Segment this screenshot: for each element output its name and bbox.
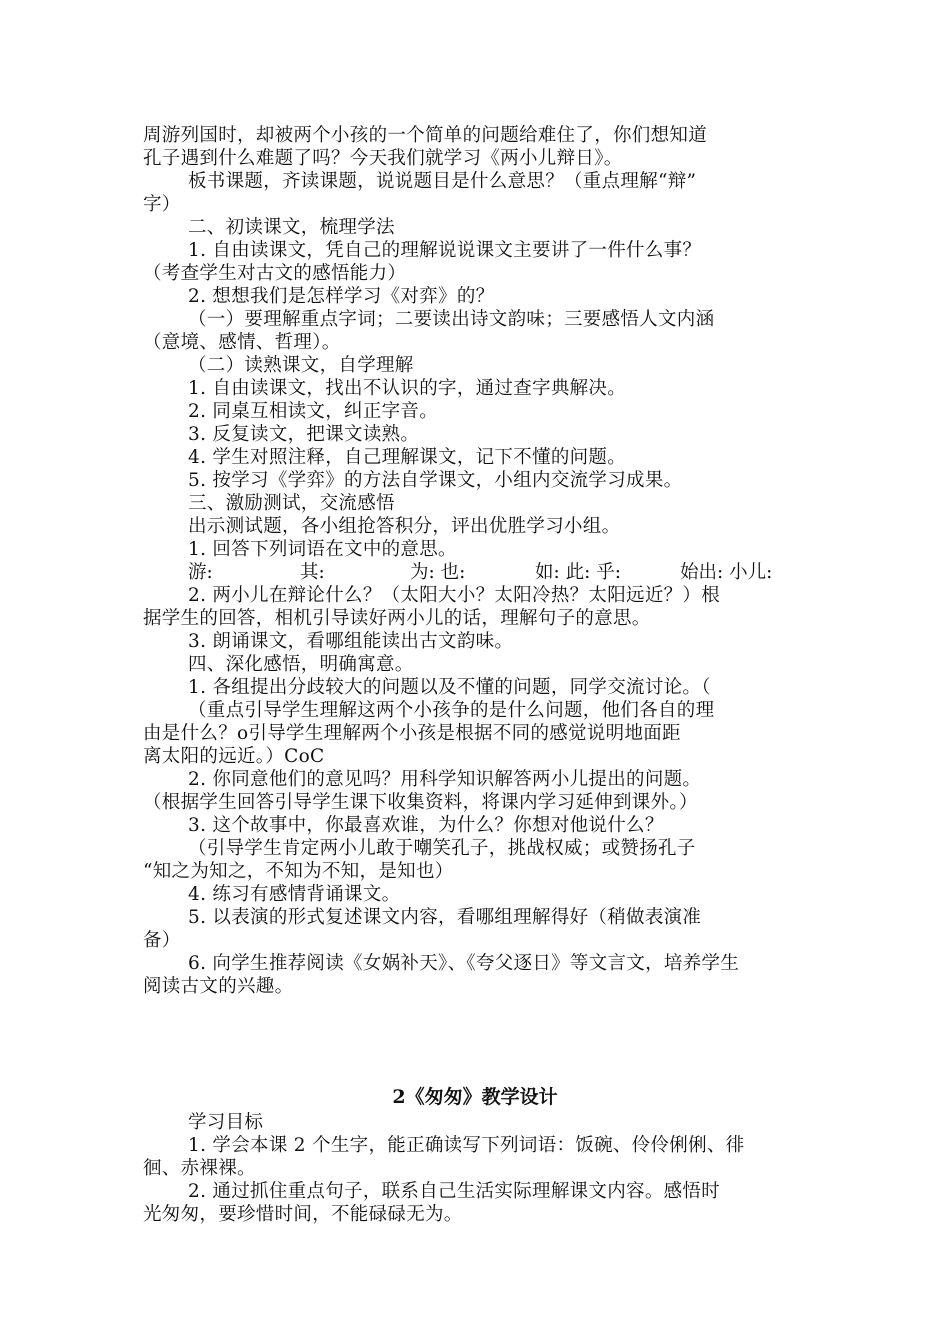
text-line: 4. 学生对照注释，自己理解课文，记下不懂的问题。 [188, 447, 627, 468]
text-line: 据学生的回答，相机引导读好两小儿的话，理解句子的意思。 [143, 608, 651, 629]
text-line: 阅读古文的兴趣。 [143, 976, 294, 997]
section-heading: 学习目标 [188, 1112, 264, 1133]
text-line: 6. 向学生推荐阅读《女娲补天》、《夸父逐日》等文言文，培养学生 [188, 953, 740, 974]
quiz-word: 如: 此: 乎: [535, 562, 621, 583]
text-line: 孔子遇到什么难题了吗？今天我们就学习《两小儿辩日》。 [143, 148, 623, 169]
section-heading: 二、初读课文，梳理学法 [188, 217, 395, 238]
text-line: 出示测试题，各小组抢答积分，评出优胜学习小组。 [188, 516, 621, 537]
text-line: 2. 想想我们是怎样学习《对弈》的？ [188, 286, 495, 307]
text-line: 5. 以表演的形式复述课文内容，看哪组理解得好（稍做表演准 [188, 907, 702, 928]
text-line: （一）要理解重点字词；二要读出诗文韵味；三要感悟人文内涵 [188, 309, 715, 330]
text-line: （根据学生回答引导学生课下收集资料，将课内学习延伸到课外。） [143, 792, 698, 813]
text-line: 1. 回答下列词语在文中的意思。 [188, 539, 457, 560]
text-line: 字） [143, 194, 181, 215]
section-heading: 四、深化感悟，明确寓意。 [188, 654, 414, 675]
text-line: 光匆匆，要珍惜时间，不能碌碌无为。 [143, 1204, 463, 1225]
text-line: 由是什么？o引导学生理解两个小孩是根据不同的感觉说明地面距 [143, 723, 681, 744]
quiz-word: 游: [188, 562, 213, 583]
text-line: 周游列国时，却被两个小孩的一个简单的问题给难住了，你们想知道 [143, 125, 708, 146]
quiz-word: 为: 也: [410, 562, 466, 583]
quiz-word: 其: [300, 562, 325, 583]
text-line: 离太阳的远近。）CoC [143, 746, 325, 767]
text-line: （重点引导学生理解这两个小孩争的是什么问题，他们各自的理 [188, 700, 715, 721]
text-line: 板书课题，齐读课题，说说题目是什么意思？（重点理解“辩” [188, 171, 697, 192]
text-line: 4. 练习有感情背诵课文。 [188, 884, 401, 905]
text-line: （二）读熟课文，自学理解 [188, 355, 414, 376]
text-line: 1. 学会本课 2 个生字，能正确读写下列词语：饭碗、伶伶俐俐、徘 [188, 1135, 745, 1156]
text-line: （考查学生对古文的感悟能力） [143, 263, 407, 284]
text-line: 3. 朗诵课文，看哪组能读出古文韵味。 [188, 631, 514, 652]
text-line: 1. 各组提出分歧较大的问题以及不懂的问题，同学交流讨论。（ [188, 677, 711, 698]
text-line: （引导学生肯定两小儿敢于嘲笑孔子，挑战权威；或赞扬孔子 [188, 838, 696, 859]
text-line: 徊、赤裸裸。 [143, 1158, 256, 1179]
text-line: 1. 自由读课文，凭自己的理解说说课文主要讲了一件什么事？ [188, 240, 702, 261]
section-heading: 三、激励测试，交流感悟 [188, 493, 395, 514]
text-line: 5. 按学习《学弈》的方法自学课文，小组内交流学习成果。 [188, 470, 683, 491]
text-line: “知之为知之，不知为不知，是知也） [143, 861, 454, 882]
text-line: 2. 两小儿在辩论什么？（太阳大小？太阳冷热？太阳远近？）根 [188, 585, 721, 606]
lesson-title: 2《匆匆》教学设计 [392, 1086, 558, 1108]
text-line: 备） [143, 930, 181, 951]
text-line: 3. 这个故事中，你最喜欢谁，为什么？你想对他说什么？ [188, 815, 664, 836]
text-line: 2. 你同意他们的意见吗？用科学知识解答两小儿提出的问题。 [188, 769, 702, 790]
text-line: （意境、感情、哲理）。 [143, 332, 341, 353]
text-line: 2. 同桌互相读文，纠正字音。 [188, 401, 439, 422]
quiz-word: 始出: 小儿: [680, 562, 773, 583]
text-line: 3. 反复读文，把课文读熟。 [188, 424, 420, 445]
text-line: 2. 通过抓住重点句子，联系自己生活实际理解课文内容。感悟时 [188, 1181, 721, 1202]
text-line: 1. 自由读课文，找出不认识的字，通过查字典解决。 [188, 378, 627, 399]
